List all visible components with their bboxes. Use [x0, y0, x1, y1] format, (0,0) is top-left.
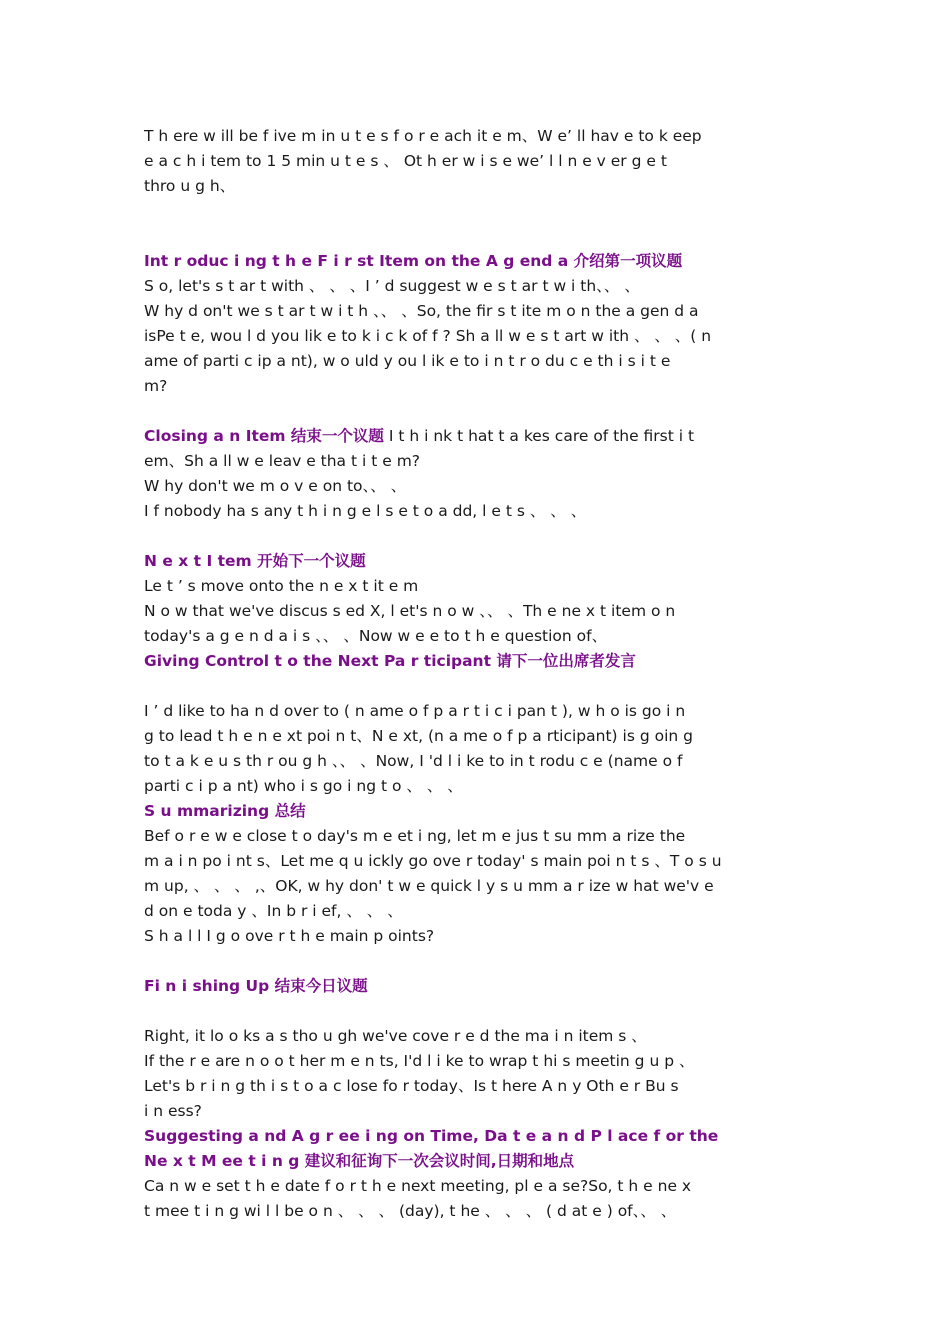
- body-text-line: thro u g h、: [144, 177, 236, 195]
- body-text-line: W hy d on't we s t ar t w i t h 、、 、So, the fir s t ite m o n the a gen d a: [144, 302, 699, 320]
- body-text-line: d on e toda y 、In b r i ef, 、 、 、: [144, 902, 403, 920]
- body-text-line: S h a l l I g o ove r t h e main p oints?: [144, 927, 435, 945]
- body-text-line: parti c i p a nt) who i s go i ng t o 、 、 、: [144, 777, 463, 795]
- section-heading: Suggesting a nd A g r ee i ng on Time, Da t e a n d P l ace f or the: [144, 1127, 719, 1145]
- body-text-line: Le t ’ s move onto the n e x t it e m: [144, 577, 419, 595]
- blank-line: [144, 999, 814, 1024]
- body-text-line: ame of parti c ip a nt), w o uld y ou l ik e to i n t r o du c e th i s i t e: [144, 352, 671, 370]
- section-heading: Ne x t M ee t i n g 建议和征询下一次会议时间,日期和地点: [144, 1152, 575, 1170]
- blank-line: [144, 949, 814, 974]
- blank-line: [144, 524, 814, 549]
- body-text-line: m?: [144, 377, 168, 395]
- section-heading: Closing a n Item 结束一个议题: [144, 427, 384, 445]
- body-text-line: to t a k e u s th r ou g h 、、 、Now, I 'd l i ke to in t rodu c e (name o f: [144, 752, 683, 770]
- body-text-line: m a i n po i nt s、Let me q u ickly go ove r today' s main poi n t s 、T o s u: [144, 852, 722, 870]
- heading-with-text-line: [144, 424, 814, 449]
- body-text-line: N o w that we've discus s ed X, l et's n o w 、、 、Th e ne x t item o n: [144, 602, 676, 620]
- section-heading: N e x t I tem 开始下一个议题: [144, 552, 366, 570]
- body-text-line: S o, let's s t ar t with 、 、 、I ’ d suggest w e s t ar t w i th、、 、: [144, 277, 640, 295]
- section-heading: Giving Control t o the Next Pa r ticipant 请下一位出席者发言: [144, 652, 636, 670]
- body-text-line: W hy don't we m o v e on to、、 、: [144, 477, 407, 495]
- body-text-line: Ca n w e set t h e date f o r t h e next meeting, pl e a se?So, t h e ne x: [144, 1177, 692, 1195]
- body-text-line: T h ere w ill be f ive m in u t e s f o r e ach it e m、W e’ ll hav e to k eep: [144, 127, 702, 145]
- blank-line: [144, 399, 814, 424]
- section-heading: S u mmarizing 总结: [144, 802, 306, 820]
- blank-line: [144, 224, 814, 249]
- document-page: [144, 124, 814, 1224]
- section-heading: Fi n i shing Up 结束今日议题: [144, 977, 368, 995]
- body-text: I t h i nk t hat t a kes care of the first i t: [383, 427, 695, 445]
- body-text-line: today's a g e n d a i s 、、 、Now w e e to t h e question of、: [144, 627, 608, 645]
- body-text-line: t mee t i n g wi l l be o n 、 、 、 (day), t he 、 、 、 ( d at e ) of、、 、: [144, 1202, 677, 1220]
- body-text-line: If the r e are n o o t her m e n ts, I'd l i ke to wrap t hi s meetin g u p 、: [144, 1052, 695, 1070]
- body-text-line: m up, 、 、 、 ,、OK, w hy don' t w e quick l y s u mm a r ize w hat we'v e: [144, 877, 714, 895]
- blank-line: [144, 674, 814, 699]
- body-text-line: em、Sh a ll w e leav e tha t i t e m?: [144, 452, 421, 470]
- body-text-line: Let's b r i n g th i s t o a c lose fo r today、Is t here A n y Oth e r Bu s: [144, 1077, 679, 1095]
- body-text-line: g to lead t h e n e xt poi n t、N e xt, (n a me o f p a rticipant) is g oin g: [144, 727, 693, 745]
- section-heading: Int r oduc i ng t h e F i r st Item on the A g end a 介绍第一项议题: [144, 252, 683, 270]
- body-text-line: Bef o r e w e close t o day's m e et i ng, let m e jus t su mm a rize the: [144, 827, 686, 845]
- body-text-line: Right, it lo o ks a s tho u gh we've cove r e d the ma i n item s 、: [144, 1027, 647, 1045]
- body-text-line: I f nobody ha s any t h i n g e l s e t o a dd, l e t s 、 、 、: [144, 502, 587, 520]
- body-text-line: I ’ d like to ha n d over to ( n ame o f p a r t i c i pan t ), w h o is go i n: [144, 702, 686, 720]
- body-text-line: i n ess?: [144, 1102, 202, 1120]
- blank-line: [144, 199, 814, 224]
- body-text-line: isPe t e, wou l d you lik e to k i c k of f ? Sh a ll w e s t art w ith 、 、 、( n: [144, 327, 712, 345]
- body-text-line: e a c h i tem to 1 5 min u t e s 、 Ot h er w i s e we’ l l n e v er g e t: [144, 152, 667, 170]
